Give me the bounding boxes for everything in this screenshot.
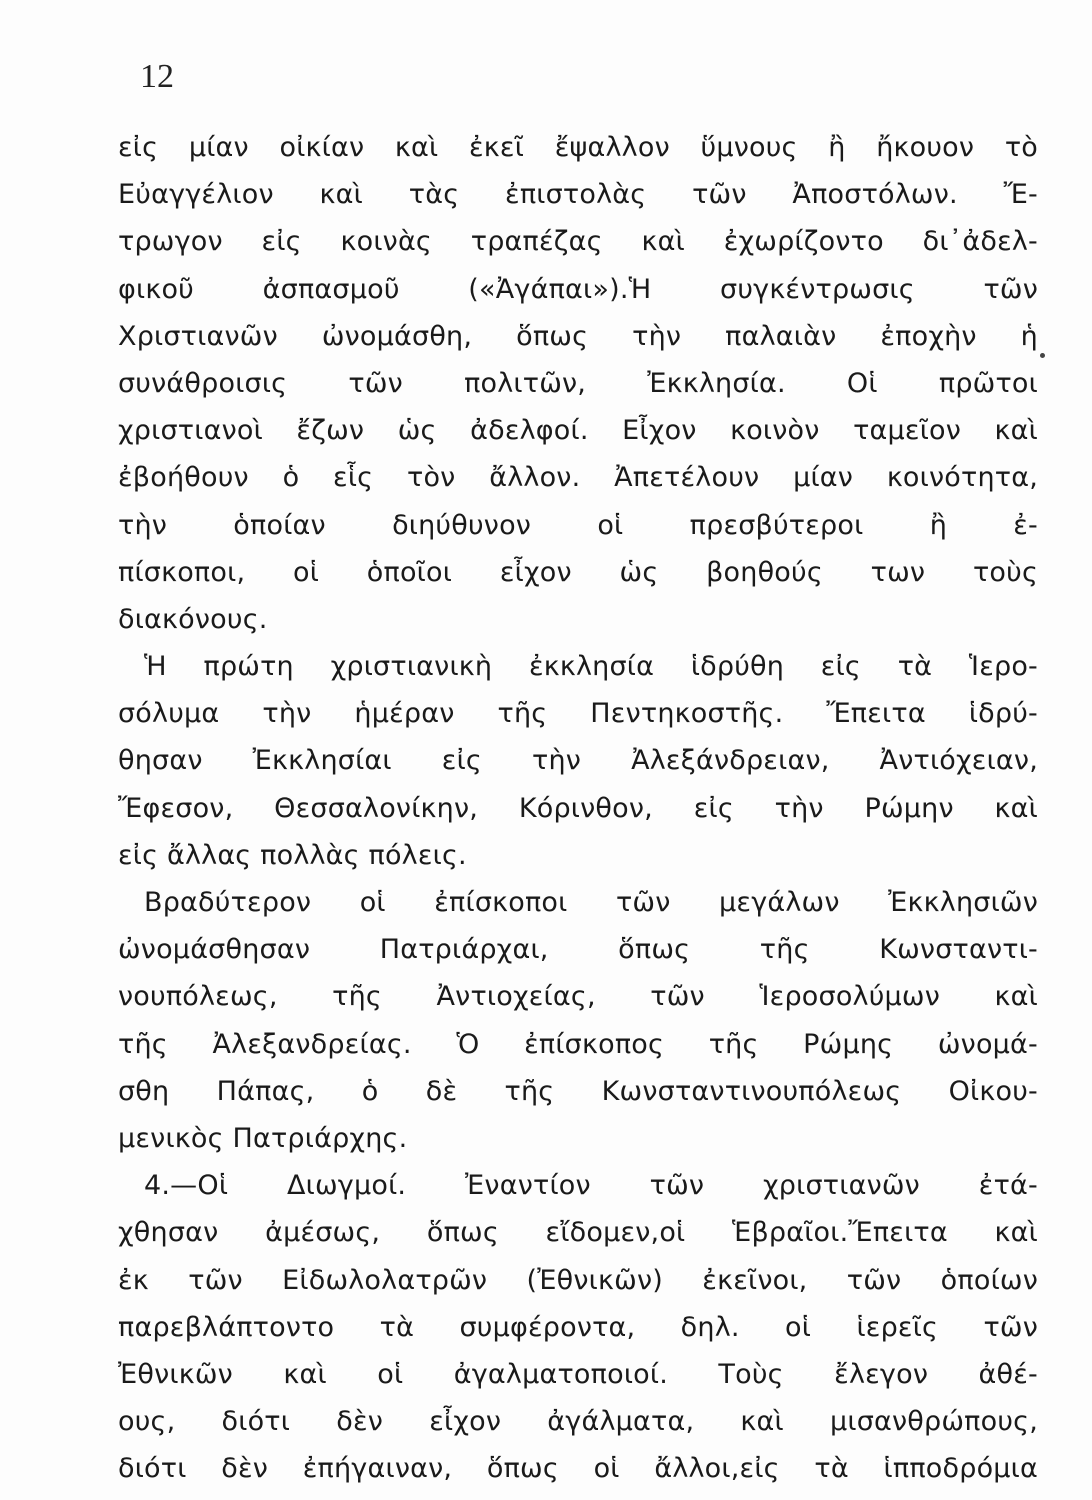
text-line: τῆς Ἀλεξανδρείας. Ὁ ἐπίσκοπος τῆς Ρώμης ὠνομά-	[118, 1028, 1038, 1060]
text-line: σθη Πάπας, ὁ δὲ τῆς Κωνσταντινουπόλεως Οἰκου-	[118, 1075, 1038, 1107]
text-line: παρεβλάπτοντο τὰ συμφέροντα, δηλ. οἱ ἱερεῖς τῶν	[118, 1311, 1038, 1343]
text-line: διότι δὲν ἐπήγαιναν, ὅπως οἱ ἄλλοι,εἰς τὰ ἱπποδρόμια	[118, 1453, 1038, 1485]
text-line: ἐβοήθουν ὁ εἷς τὸν ἄλλον. Ἀπετέλουν μίαν κοινότητα,	[118, 462, 1038, 494]
text-line: χριστιανοὶ ἔζων ὡς ἀδελφοί. Εἶχον κοινὸν ταμεῖον καὶ	[118, 415, 1038, 447]
page-number: 12	[140, 58, 174, 95]
body-text	[118, 124, 1038, 1492]
text-line: χθησαν ἀμέσως, ὅπως εἴδομεν,οἱ Ἑβραῖοι.Ἔπειτα καὶ	[118, 1217, 1038, 1249]
text-line: φικοῦ ἀσπασμοῦ («Ἀγάπαι»).Ἡ συγκέντρωσις τῶν	[118, 273, 1038, 305]
paragraph-start-line: Βραδύτερον οἱ ἐπίσκοποι τῶν μεγάλων Ἐκκλησιῶν	[144, 887, 1038, 918]
text-line: συνάθροισις τῶν πολιτῶν, Ἐκκλησία. Οἱ πρῶτοι	[118, 367, 1038, 399]
text-line: πίσκοποι, οἱ ὁποῖοι εἶχον ὡς βοηθούς των τοὺς	[118, 556, 1038, 588]
text-line: Ἔφεσον, Θεσσαλονίκην, Κόρινθον, εἰς τὴν Ρώμην καὶ	[118, 792, 1038, 824]
text-line: εἰς ἄλλας πολλὰς πόλεις.	[118, 839, 467, 871]
text-line: θησαν Ἐκκλησίαι εἰς τὴν Ἀλεξάνδρειαν, Ἀντιόχειαν,	[118, 745, 1038, 777]
text-line: Χριστιανῶν ὠνομάσθη, ὅπως τὴν παλαιὰν ἐποχὴν ἡ	[118, 320, 1038, 352]
text-line: σόλυμα τὴν ἡμέραν τῆς Πεντηκοστῆς. Ἔπειτα ἱδρύ-	[118, 698, 1038, 730]
text-line: μενικὸς Πατριάρχης.	[118, 1122, 408, 1154]
text-line: εἰς μίαν οἰκίαν καὶ ἐκεῖ ἔψαλλον ὕμνους ἢ ἤκουον τὸ	[118, 132, 1038, 163]
paragraph-start-line: Ἡ πρώτη χριστιανικὴ ἐκκλησία ἱδρύθη εἰς τὰ Ἱερο-	[144, 651, 1038, 683]
text-line: Ἐθνικῶν καὶ οἱ ἀγαλματοποιοί. Τοὺς ἔλεγον ἀθέ-	[118, 1358, 1038, 1390]
section-heading-line: 4.—Οἱ Διωγμοί. Ἐναντίον τῶν χριστιανῶν ἐτά-	[144, 1170, 1038, 1202]
text-line: Εὐαγγέλιον καὶ τὰς ἐπιστολὰς τῶν Ἀποστόλων. Ἔ-	[118, 179, 1038, 211]
text-line: ους, διότι δὲν εἶχον ἀγάλματα, καὶ μισανθρώπους,	[118, 1406, 1038, 1438]
text-line: διακόνους.	[118, 603, 268, 635]
text-line: τὴν ὁποίαν διηύθυνον οἱ πρεσβύτεροι ἢ ἐ-	[118, 509, 1038, 541]
text-line: ὠνομάσθησαν Πατριάρχαι, ὅπως τῆς Κωνσταντι-	[118, 934, 1038, 966]
text-line: νουπόλεως, τῆς Ἀντιοχείας, τῶν Ἱεροσολύμων καὶ	[118, 981, 1038, 1013]
ink-speck	[1040, 353, 1045, 358]
text-line: ἐκ τῶν Εἰδωλολατρῶν (Ἐθνικῶν) ἐκεῖνοι, τῶν ὁποίων	[118, 1264, 1038, 1296]
text-line: τρωγον εἰς κοινὰς τραπέζας καὶ ἐχωρίζοντο δι᾿ἀδελ-	[118, 226, 1038, 258]
